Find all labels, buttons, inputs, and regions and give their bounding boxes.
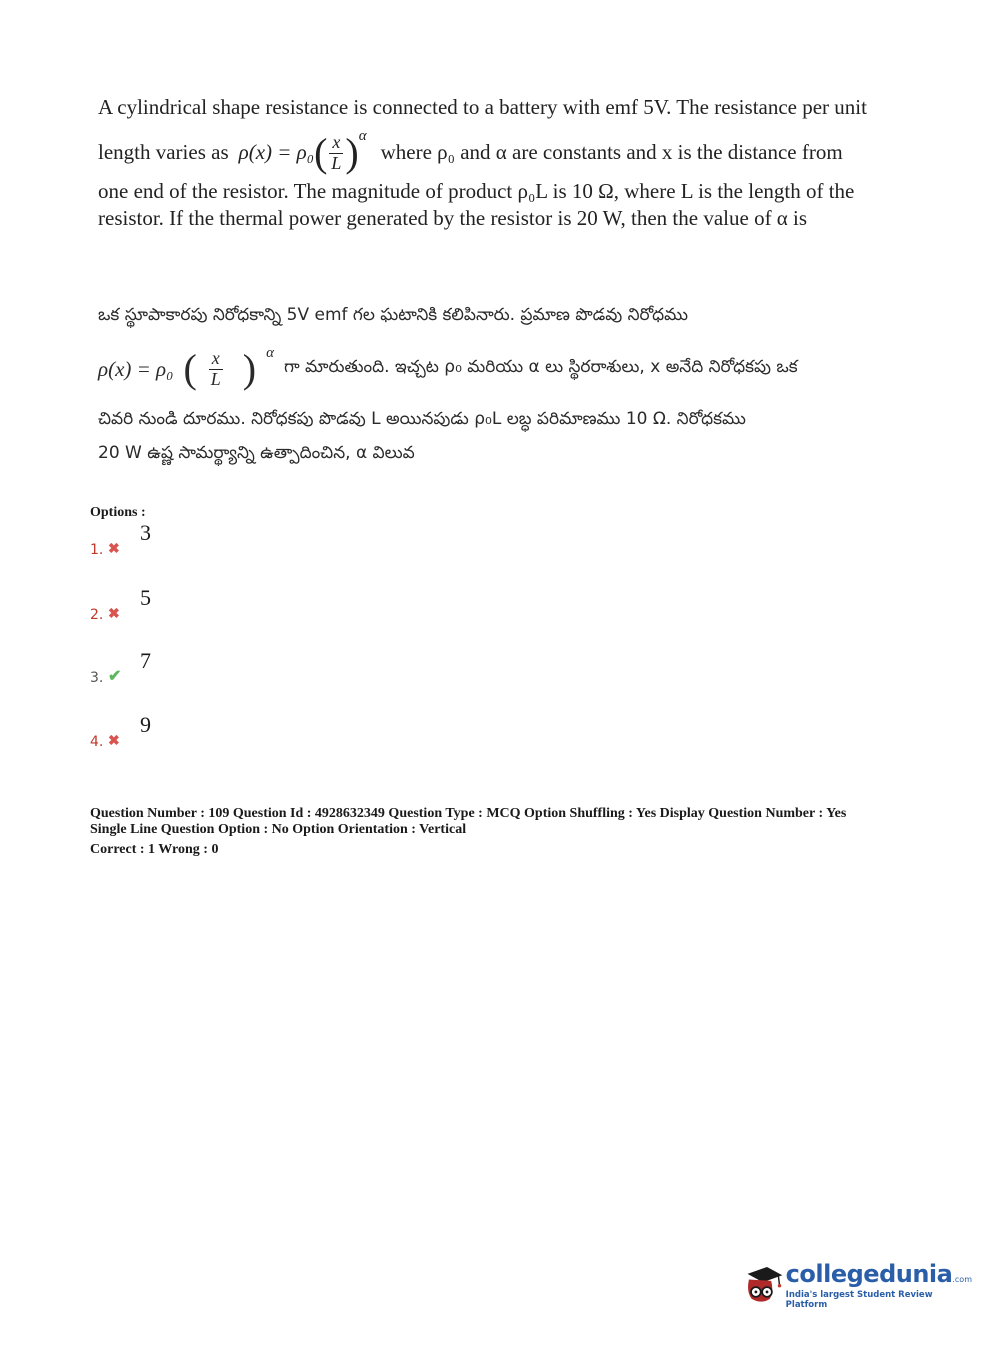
- logo-text: [786, 1260, 972, 1310]
- formula-denominator: L: [210, 368, 221, 389]
- option-number: 3.: [90, 670, 104, 686]
- option-item[interactable]: [90, 648, 151, 686]
- question-line: [98, 128, 888, 178]
- question-text: where ρ₀ and α are constants and x is the distance from: [380, 140, 843, 165]
- question-text: length varies as: [98, 140, 229, 165]
- cross-icon: ✖: [108, 607, 120, 622]
- cross-icon: ✖: [108, 542, 120, 557]
- option-value: 7: [140, 648, 151, 673]
- formula-numerator: x: [209, 349, 223, 370]
- question-telugu: [98, 300, 888, 472]
- option-number: 4.: [90, 734, 104, 750]
- formula-lhs: ρ(x) = ρ₀: [98, 356, 174, 381]
- option-number: 2.: [90, 607, 104, 623]
- option-number: 1.: [90, 542, 104, 558]
- metadata-line: Single Line Question Option : No Option Orientation : Vertical: [90, 822, 467, 837]
- brand-domain: .com: [952, 1275, 972, 1284]
- formula-lhs: ρ(x) = ρ₀: [238, 140, 315, 165]
- question-line: A cylindrical shape resistance is connected to a battery with emf 5V. The resistance per unit: [98, 95, 867, 119]
- options-label: Options :: [90, 505, 146, 520]
- formula-fraction: [209, 349, 233, 390]
- collegedunia-logo[interactable]: [742, 1252, 972, 1318]
- question-line: 20 W ఉష్ణ సామర్థ్యాన్ని ఉత్పాదించిన, α విలువ: [98, 443, 415, 463]
- option-item[interactable]: [90, 712, 151, 750]
- metadata-line: Question Number : 109 Question Id : 4928632349 Question Type : MCQ Option Shuffling : Yes Display Question Number : Yes: [90, 806, 847, 821]
- formula-denominator: L: [331, 152, 342, 173]
- resistivity-formula: ρ(x) = ρ₀ ( $\frac{x}{L}$ ) $^\alpha$: [98, 344, 274, 391]
- cross-icon: ✖: [108, 734, 120, 749]
- formula-fraction: [329, 133, 343, 174]
- brand-tagline: India's largest Student Review Platform: [785, 1290, 933, 1310]
- option-item[interactable]: [90, 520, 151, 558]
- question-metadata: [90, 806, 910, 858]
- option-value: 9: [140, 712, 151, 737]
- question-line: చివరి నుండి దూరము. నిరోధకపు పొడవు L అయినపుడు ρ₀L లబ్ధ పరిమాణము 10 Ω. నిరోధకము: [98, 409, 746, 429]
- question-line: resistor. If the thermal power generated by the resistor is 20 W, then the value of α is: [98, 206, 808, 230]
- question-line: ఒక స్థూపాకారపు నిరోధకాన్ని 5V emf గల ఘటానికి కలిపినారు. ప్రమాణ పొడవు నిరోధము: [98, 305, 688, 325]
- option-item[interactable]: [90, 585, 151, 623]
- question-text: గా మారుతుంది. ఇచ్చట ρ₀ మరియు α లు స్థిరరాశులు, x అనేది నిరోధకపు ఒక: [283, 357, 798, 377]
- resistivity-formula: ρ(x) = ρ₀ ( $\frac{x}{L}$ ) $^\alpha$: [238, 128, 367, 175]
- question-line: [98, 334, 888, 404]
- question-english: [98, 94, 888, 232]
- option-value: 3: [140, 520, 151, 545]
- mascot-icon: [742, 1255, 784, 1315]
- option-value: 5: [140, 585, 151, 610]
- brand-name: collegedunia: [785, 1260, 953, 1288]
- formula-numerator: x: [329, 133, 343, 154]
- check-icon: ✔: [108, 668, 122, 685]
- formula-exponent: α: [358, 128, 367, 145]
- formula-exponent: α: [266, 344, 274, 361]
- metadata-line: Correct : 1 Wrong : 0: [90, 842, 219, 857]
- question-line: one end of the resistor. The magnitude of product ρ₀L is 10 Ω, where L is the length of the: [98, 179, 855, 203]
